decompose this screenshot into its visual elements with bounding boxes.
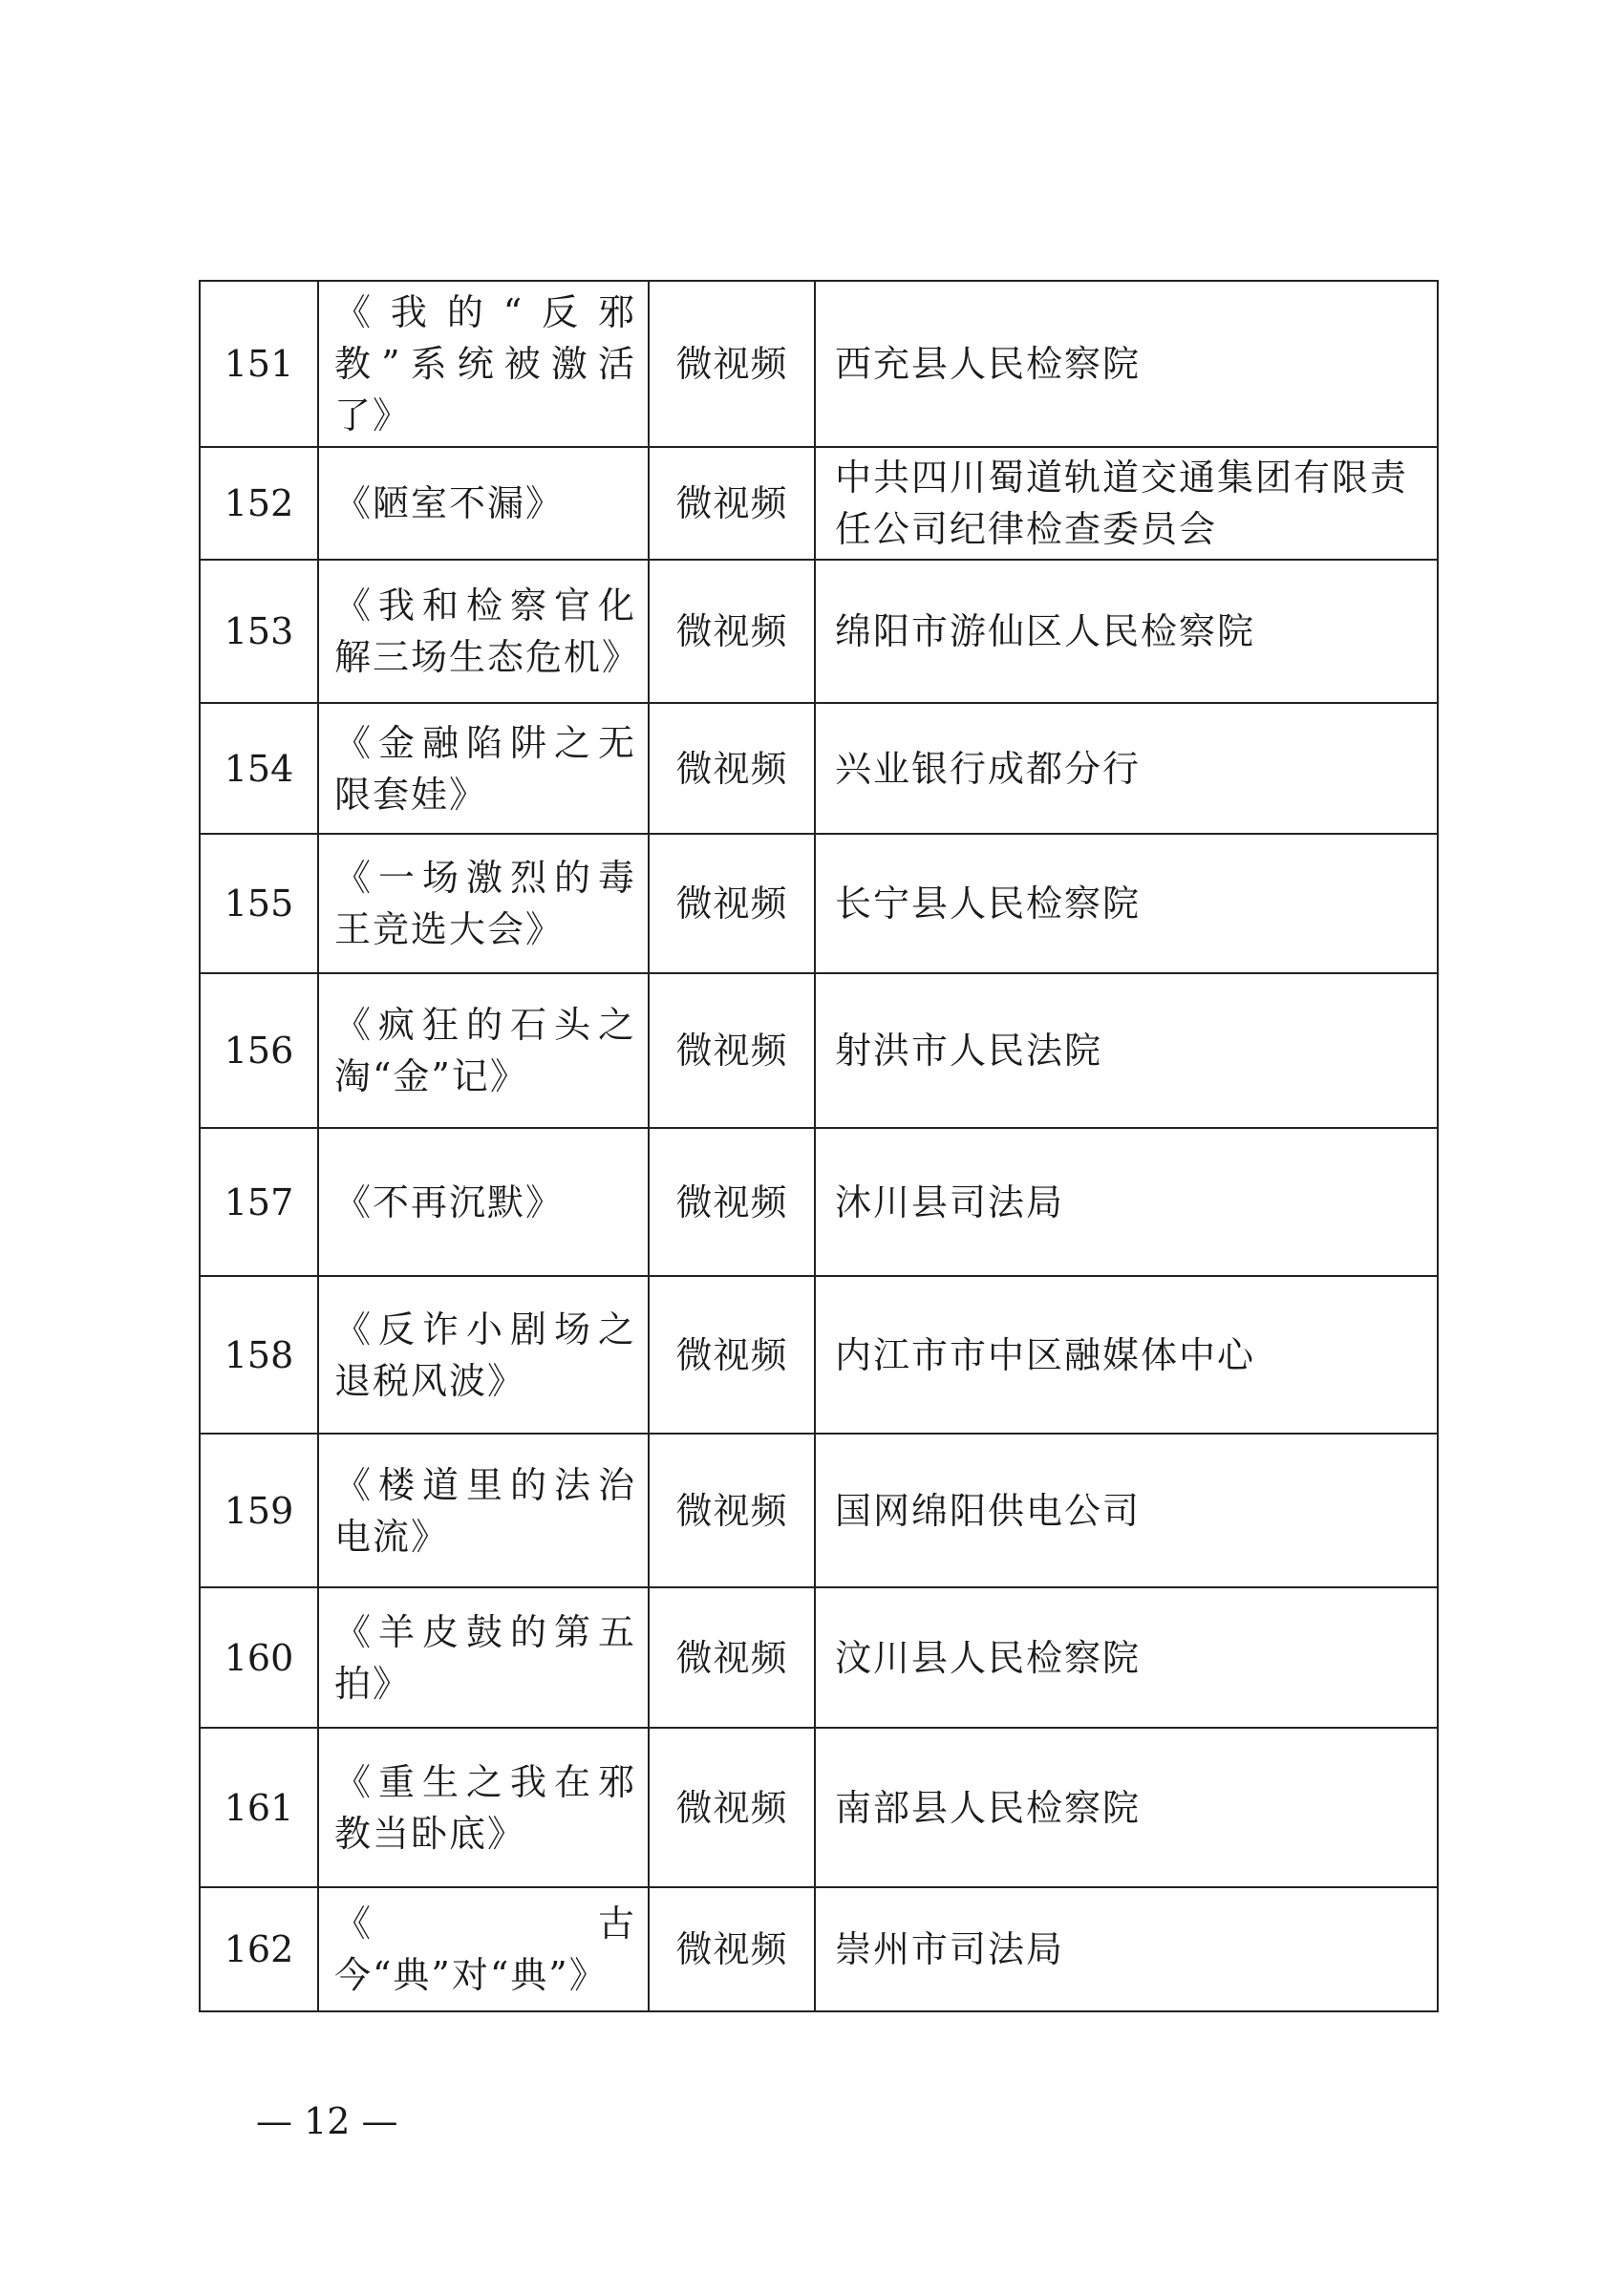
- work-title: 《金融陷阱之无限套娃》: [318, 703, 649, 834]
- work-title: 《重生之我在邪教当卧底》: [318, 1728, 649, 1887]
- work-type: 微视频: [649, 1587, 815, 1728]
- submitting-organization: 西充县人民检察院: [815, 281, 1438, 447]
- submitting-organization: 射洪市人民法院: [815, 973, 1438, 1128]
- row-number: 157: [200, 1128, 318, 1276]
- row-number: 151: [200, 281, 318, 447]
- row-number: 160: [200, 1587, 318, 1728]
- work-type: 微视频: [649, 703, 815, 834]
- submitting-organization: 中共四川蜀道轨道交通集团有限责任公司纪律检查委员会: [815, 447, 1438, 560]
- row-number: 153: [200, 560, 318, 703]
- submitting-organization: 南部县人民检察院: [815, 1728, 1438, 1887]
- submitting-organization: 国网绵阳供电公司: [815, 1434, 1438, 1587]
- table-row: [200, 1434, 1438, 1587]
- submitting-organization: 崇州市司法局: [815, 1887, 1438, 2011]
- table-row: [200, 560, 1438, 703]
- work-title: 《疯狂的石头之淘“金”记》: [318, 973, 649, 1128]
- work-title: 《我和检察官化解三场生态危机》: [318, 560, 649, 703]
- page-number: — 12 —: [256, 2100, 398, 2142]
- table-row: [200, 1887, 1438, 2011]
- table-row: [200, 973, 1438, 1128]
- submitting-organization: 兴业银行成都分行: [815, 703, 1438, 834]
- work-type: 微视频: [649, 1276, 815, 1434]
- works-table: [199, 280, 1439, 2012]
- work-title: 《反诈小剧场之退税风波》: [318, 1276, 649, 1434]
- work-type: 微视频: [649, 1728, 815, 1887]
- table-row: [200, 834, 1438, 973]
- submitting-organization: 绵阳市游仙区人民检察院: [815, 560, 1438, 703]
- work-title: 《楼道里的法治电流》: [318, 1434, 649, 1587]
- table-row: [200, 1128, 1438, 1276]
- table-row: [200, 281, 1438, 447]
- submitting-organization: 内江市市中区融媒体中心: [815, 1276, 1438, 1434]
- row-number: 158: [200, 1276, 318, 1434]
- row-number: 152: [200, 447, 318, 560]
- work-type: 微视频: [649, 560, 815, 703]
- work-type: 微视频: [649, 1434, 815, 1587]
- table-row: [200, 703, 1438, 834]
- submitting-organization: 沐川县司法局: [815, 1128, 1438, 1276]
- work-title: 《不再沉默》: [318, 1128, 649, 1276]
- work-title: 《一场激烈的毒王竞选大会》: [318, 834, 649, 973]
- work-type: 微视频: [649, 1887, 815, 2011]
- work-title: 《古今“典”对“典”》: [318, 1887, 649, 2011]
- table-row: [200, 1728, 1438, 1887]
- row-number: 161: [200, 1728, 318, 1887]
- row-number: 159: [200, 1434, 318, 1587]
- submitting-organization: 汶川县人民检察院: [815, 1587, 1438, 1728]
- table-row: [200, 1587, 1438, 1728]
- submitting-organization: 长宁县人民检察院: [815, 834, 1438, 973]
- row-number: 162: [200, 1887, 318, 2011]
- work-type: 微视频: [649, 447, 815, 560]
- work-type: 微视频: [649, 834, 815, 973]
- work-type: 微视频: [649, 1128, 815, 1276]
- work-title: 《我的“反邪教”系统被激活了》: [318, 281, 649, 447]
- table-row: [200, 1276, 1438, 1434]
- work-type: 微视频: [649, 281, 815, 447]
- row-number: 155: [200, 834, 318, 973]
- row-number: 156: [200, 973, 318, 1128]
- row-number: 154: [200, 703, 318, 834]
- work-title: 《陋室不漏》: [318, 447, 649, 560]
- work-type: 微视频: [649, 973, 815, 1128]
- work-title: 《羊皮鼓的第五拍》: [318, 1587, 649, 1728]
- table-row: [200, 447, 1438, 560]
